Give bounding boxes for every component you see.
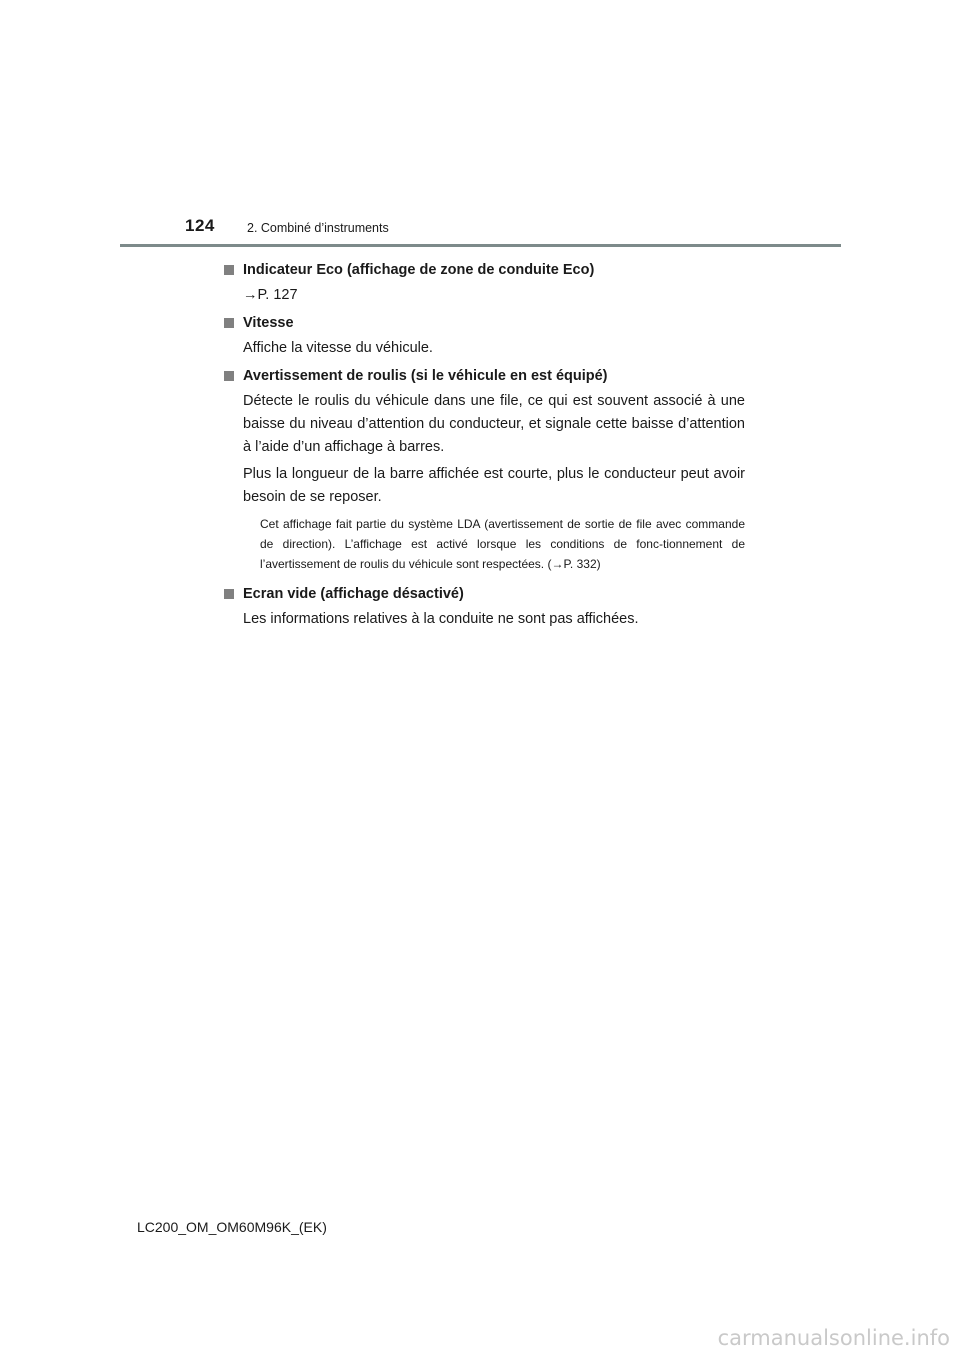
- square-bullet-icon: [224, 589, 234, 599]
- reference-link[interactable]: →P. 127: [243, 287, 298, 303]
- square-bullet-icon: [224, 371, 234, 381]
- paragraph: Les informations relatives à la conduite ne sont pas affichées.: [243, 611, 639, 627]
- chapter-title: 2. Combiné d’instruments: [247, 221, 389, 235]
- footer-doc-code: LC200_OM_OM60M96K_(EK): [137, 1219, 327, 1235]
- section-heading-roulis: [222, 366, 745, 386]
- heading-text: Ecran vide (affichage désactivé): [243, 586, 464, 602]
- heading-text: Vitesse: [243, 315, 294, 331]
- paragraph: Affiche la vitesse du véhicule.: [243, 340, 433, 356]
- section-heading-vitesse: [222, 313, 745, 333]
- note-text: Cet affichage fait partie du système LDA (avertissement de sortie de file avec commande de direction). L’affichage est activé lorsque les conditions de fonc-tionnement de l’avertissement de roulis du véhicule sont respectées. (→P. 332): [260, 517, 745, 571]
- square-bullet-icon: [224, 265, 234, 275]
- page-number: 124: [185, 216, 215, 235]
- square-bullet-icon: [224, 318, 234, 328]
- header-rule: [120, 244, 841, 247]
- paragraph: Détecte le roulis du véhicule dans une file, ce qui est souvent associé à une baisse du niveau d’attention du conducteur, et signale cette baisse d’attention à l’aide d’un affichage à barres.: [243, 393, 745, 455]
- section-heading-ecran-vide: [222, 584, 745, 604]
- section-heading-eco: [222, 260, 745, 280]
- paragraph: Plus la longueur de la barre affichée est courte, plus le conducteur peut avoir besoin de se reposer.: [243, 466, 745, 505]
- heading-text: Avertissement de roulis (si le véhicule en est équipé): [243, 368, 608, 384]
- heading-text: Indicateur Eco (affichage de zone de conduite Eco): [243, 262, 595, 278]
- watermark: carmanualsonline.info: [717, 1326, 950, 1350]
- page-content: [222, 254, 745, 631]
